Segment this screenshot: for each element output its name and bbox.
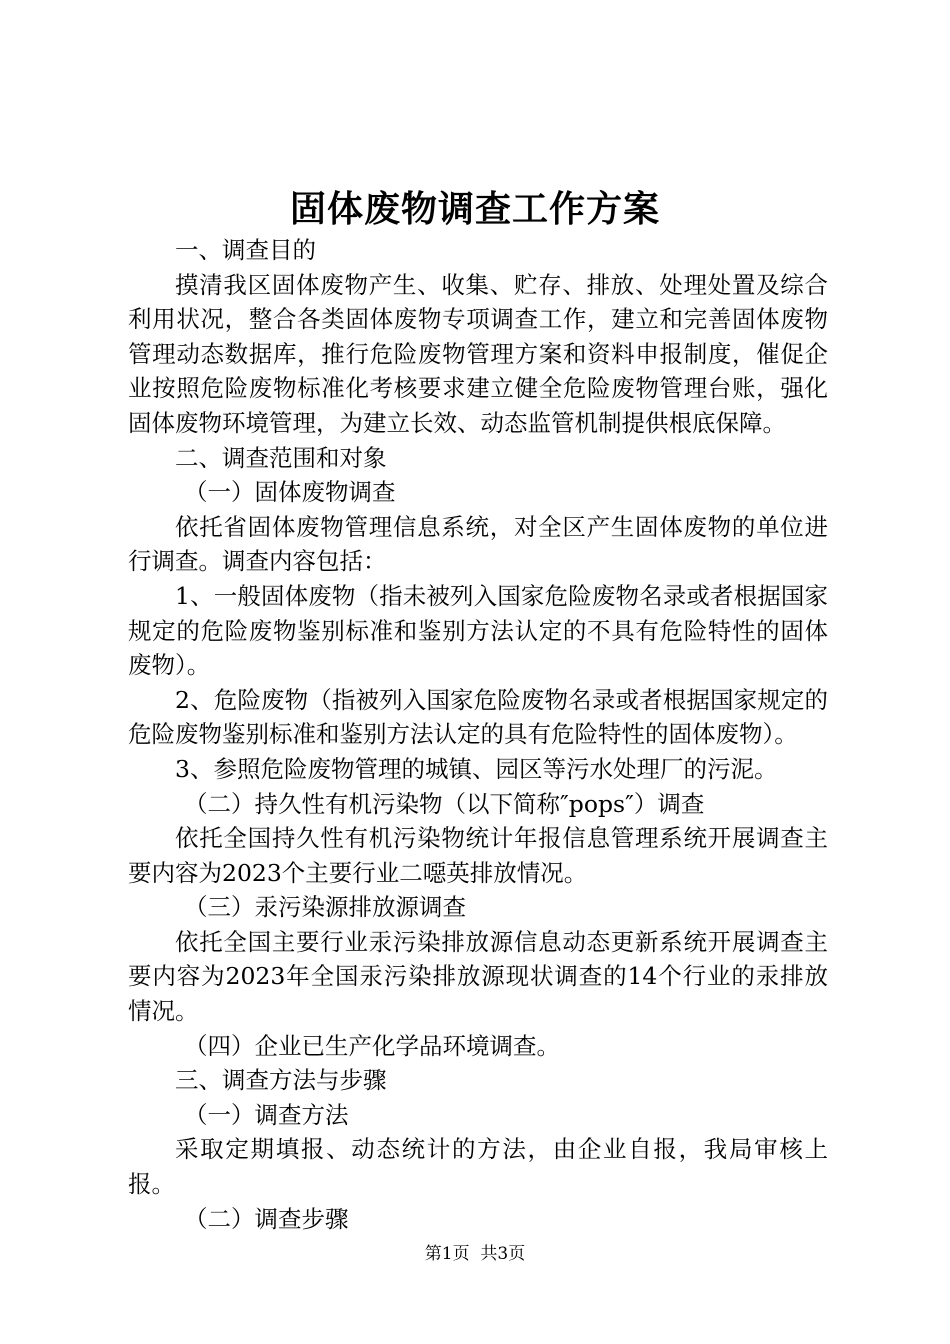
page-footer [0, 1243, 950, 1265]
subsection-heading-mercury: （三）汞污染源排放源调查 [184, 893, 466, 922]
list-item-hazardous-waste: 2、危险废物（指被列入国家危险废物名录或者根据国家规定的危险废物鉴别标准和鉴别方法认定的具有危险特性的固体废物）。 [128, 685, 828, 749]
document-body [128, 233, 828, 1236]
document-title: 固体废物调查工作方案 [289, 188, 660, 230]
subsection-heading-pops: （二）持久性有机污染物（以下简称″pops″）调查 [184, 789, 705, 818]
paragraph-purpose: 摸清我区固体废物产生、收集、贮存、排放、处理处置及综合利用状况，整合各类固体废物专项调查工作，建立和完善固体废物管理动态数据库，推行危险废物管理方案和资料申报制度，催促企业按照危险废物标准化考核要求建立健全危险废物管理台账，强化固体废物环境管理，为建立长效、动态监管机制提供根底保障。 [128, 270, 828, 437]
section-heading-methods: 三、调查方法与步骤 [175, 1066, 387, 1095]
page-total: 共3页 [480, 1244, 526, 1264]
paragraph-solid-waste: 依托省固体废物管理信息系统，对全区产生固体废物的单位进行调查。调查内容包括： [128, 512, 828, 576]
subsection-heading-steps: （二）调查步骤 [184, 1204, 349, 1233]
subsection-heading-method: （一）调查方法 [184, 1100, 349, 1129]
subsection-heading-chemicals: （四）企业已生产化学品环境调查。 [184, 1031, 560, 1060]
list-item-general-waste: 1、一般固体废物（指未被列入国家危险废物名录或者根据国家规定的危险废物鉴别标准和鉴别方法认定的不具有危险特性的固体废物）。 [128, 581, 828, 680]
paragraph-method: 采取定期填报、动态统计的方法，由企业自报，我局审核上报。 [128, 1135, 828, 1199]
section-heading-purpose: 一、调查目的 [175, 236, 316, 264]
page-number: 第1页 [424, 1244, 470, 1264]
subsection-heading-solid-waste: （一）固体废物调查 [184, 478, 396, 507]
list-item-sludge: 3、参照危险废物管理的城镇、园区等污水处理厂的污泥。 [175, 754, 778, 783]
section-heading-scope: 二、调查范围和对象 [175, 443, 387, 472]
paragraph-pops: 依托全国持久性有机污染物统计年报信息管理系统开展调查主要内容为2023个主要行业二噁英排放情况。 [128, 824, 828, 887]
paragraph-mercury: 依托全国主要行业汞污染排放源信息动态更新系统开展调查主要内容为2023年全国汞污染排放源现状调查的14个行业的汞排放情况。 [128, 927, 828, 1026]
